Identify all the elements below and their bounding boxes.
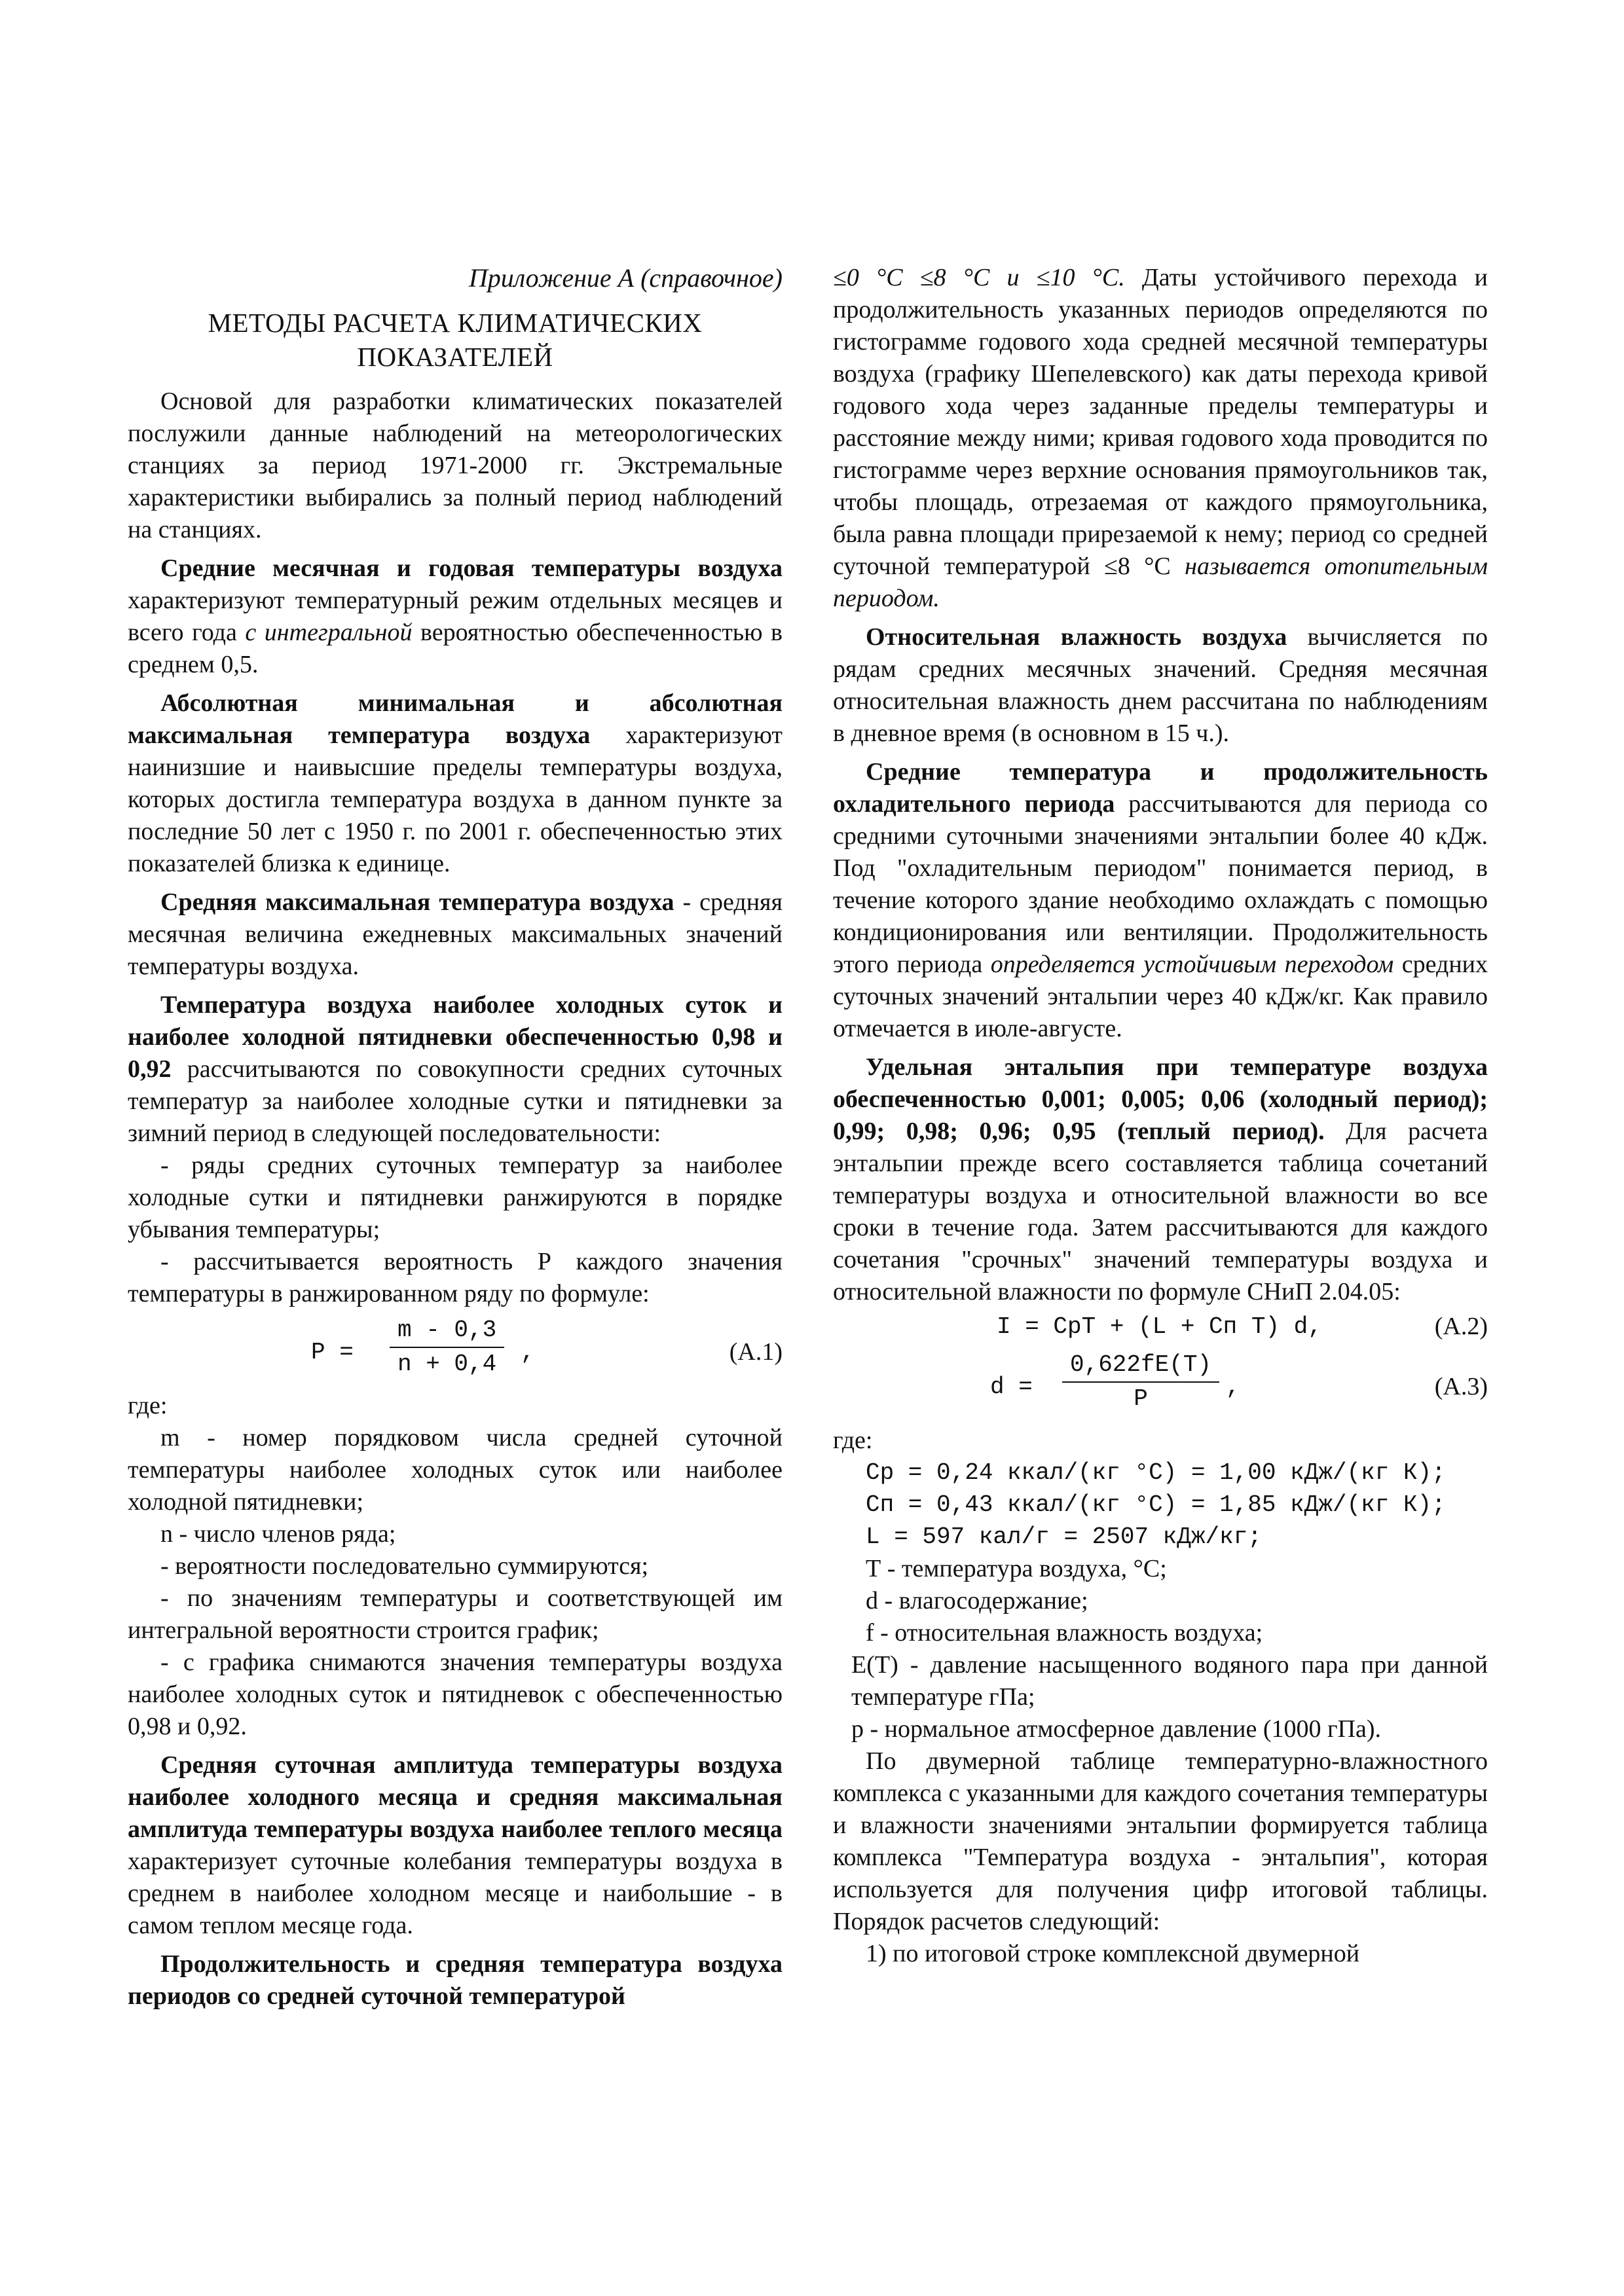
term-mean-max-temperature: Средняя максимальная температура воздуха <box>160 888 674 916</box>
formula-a2 <box>833 1308 1488 1345</box>
paragraph-humidity <box>833 621 1488 750</box>
formula-numerator: m - 0,3 <box>390 1314 504 1348</box>
paragraph-text: Для расчета энтальпии прежде всего составляется таблица сочетаний температуры воздуха и относительной влажности во все сроки в течение года. Затем рассчитываются для каждого сочетания "срочных" значений температуры воздуха и относительной влажности по формуле СНиП 2.04.05: <box>833 1118 1488 1305</box>
paragraph-italic: ≤0 °С ≤8 °С и ≤10 °С. <box>833 264 1125 291</box>
paragraph-coldest-days <box>128 989 783 1150</box>
formula-comma: , <box>1226 1374 1240 1400</box>
section-title-line2: ПОКАЗАТЕЛЕЙ <box>357 342 553 372</box>
formula-a1 <box>128 1314 783 1387</box>
list-item: - ряды средних суточных температур за наиболее холодные сутки и пятидневки ранжируются в порядке убывания температуры; <box>128 1152 783 1243</box>
formula-numerator: 0,622fE(T) <box>1062 1349 1219 1383</box>
list-item: - рассчитывается вероятность Р каждого значения температуры в ранжированном ряду по формуле: <box>128 1248 783 1307</box>
definition-item: E(T) - давление насыщенного водяного пара при данной температуре гПа; <box>851 1651 1488 1711</box>
term-cooling-period: Средние температура и продолжительность охладительного периода <box>833 758 1488 818</box>
definition-item: - вероятности последовательно суммируются; <box>160 1552 649 1580</box>
formula-expression: I = CpT + (L + Cп T) d, <box>997 1313 1322 1340</box>
constant-item: L = 597 кал/г = 2507 кДж/кг; <box>866 1523 1262 1550</box>
term-absolute-extremes: Абсолютная минимальная и абсолютная максимальная температура воздуха <box>128 689 783 749</box>
paragraph-periods <box>128 1948 783 2013</box>
paragraph-periods-continued <box>833 262 1488 615</box>
paragraph-intro: Основой для разработки климатических показателей послужили данные наблюдений на метеорологических станциях за период 1971-2000 гг. Экстремальные характеристики выбирались за полный период наблюдений на станциях. <box>128 388 783 543</box>
definition-item: m - номер порядковом числа средней суточной температуры наиболее холодных суток или наиболее холодной пятидневки; <box>128 1424 783 1516</box>
paragraph-mean-max-temperature <box>128 886 783 983</box>
where-label: где: <box>833 1427 873 1454</box>
paragraph-step-1: 1) по итоговой строке комплексной двумерной <box>866 1940 1360 1967</box>
paragraph-italic: с интегральной <box>245 619 413 646</box>
definition-item: d - влагосодержание; <box>866 1587 1088 1614</box>
definition-item: р - нормальное атмосферное давление (1000 гПа). <box>851 1715 1382 1743</box>
section-title-line1: МЕТОДЫ РАСЧЕТА КЛИМАТИЧЕСКИХ <box>208 308 703 338</box>
term-enthalpy: Удельная энтальпия при температуре воздуха обеспеченностью 0,001; 0,005; 0,06 (холодный период); 0,99; 0,98; 0,96; 0,95 (теплый период). <box>833 1053 1488 1145</box>
formula-number: (А.2) <box>1434 1313 1488 1340</box>
definition-item: f - относительная влажность воздуха; <box>866 1619 1263 1647</box>
paragraph-italic: определяется устойчивым переходом <box>990 951 1394 978</box>
definition-item: - с графика снимаются значения температуры воздуха наиболее холодных суток и пятидневок с обеспеченностью 0,98 и 0,92. <box>128 1649 783 1740</box>
formula-fraction <box>1062 1349 1219 1415</box>
constant-item: Cp = 0,24 ккал/(кг °С) = 1,00 кДж/(кг К); <box>866 1459 1446 1486</box>
paragraph-absolute-extremes <box>128 687 783 880</box>
formula-denominator: n + 0,4 <box>397 1351 497 1377</box>
paragraph-enthalpy <box>833 1051 1488 1308</box>
paragraph-text: характеризуют наинизшие и наивысшие пределы температуры воздуха, которых достигла температура воздуха в данном пункте за последние 50 лет с 1950 г. по 2001 г. обеспеченностью этих показателей близка к единице. <box>128 721 783 877</box>
where-label: где: <box>128 1392 168 1419</box>
term-coldest-days: Температура воздуха наиболее холодных суток и наиболее холодной пятидневки обеспеченностью 0,98 и 0,92 <box>128 991 783 1083</box>
paragraph-text: вычисляется по рядам средних месячных значений. Средняя месячная относительная влажность днем рассчитана по наблюдениям в дневное время (в основном в 15 ч.). <box>833 623 1488 747</box>
paragraph-text: рассчитываются по совокупности средних суточных температур за наиболее холодные сутки и пятидневки за зимний период в следующей последовательности: <box>128 1055 783 1147</box>
term-mean-temperature: Средние месячная и годовая температуры воздуха <box>160 555 783 582</box>
paragraph-text: Даты устойчивого перехода и продолжительность указанных периодов определяются по гистограмме годового хода средней месячной температуры воздуха (графику Шепелевского) как даты перехода кривой годового хода через заданные пределы температуры и расстояние между ними; кривая годового хода проводится по гистограмме через верхние основания прямоугольников так, чтобы площадь, отрезаемая от каждого прямоугольника, была равна площади прирезаемой к нему; период со средней суточной температурой ≤8 °С <box>833 264 1488 580</box>
formula-number: (А.3) <box>1434 1373 1488 1400</box>
formula-a3 <box>833 1349 1488 1422</box>
paragraph-cooling-period <box>833 756 1488 1045</box>
paragraph-amplitude <box>128 1749 783 1942</box>
formula-number: (А.1) <box>729 1338 783 1366</box>
paragraph-mean-temperature <box>128 553 783 681</box>
paragraph-text: средних суточных значений энтальпии через 40 кДж/кг. Как правило отмечается в июле-августе. <box>833 951 1488 1042</box>
paragraph-text: вероятностью обеспеченностью в среднем 0,5. <box>128 619 783 678</box>
paragraph-text: рассчитываются для периода со средними суточными значениями энтальпии более 40 кДж. Под "охладительным периодом" понимается период, в течение которого здание необходимо охлаждать с помощью кондиционирования или вентиляции. Продолжительность этого периода <box>833 790 1488 978</box>
formula-denominator: P <box>1134 1385 1148 1412</box>
paragraph-table-procedure: По двумерной таблице температурно-влажностного комплекса с указанными для каждого сочетания температуры и влажности значениями энтальпии формируется таблица комплекса "Температура воздуха - энтальпия", которая используется для получения цифр итоговой таблицы. Порядок расчетов следующий: <box>833 1747 1488 1935</box>
section-title <box>128 306 783 374</box>
definition-item: n - число членов ряда; <box>160 1520 396 1548</box>
term-humidity: Относительная влажность воздуха <box>866 623 1287 651</box>
paragraph-text: характеризуют температурный режим отдельных месяцев и всего года <box>128 587 783 646</box>
paragraph-italic: называется отопительным периодом. <box>833 553 1488 612</box>
definition-item: - по значениям температуры и соответствующей им интегральной вероятности строится график; <box>128 1584 783 1644</box>
formula-lhs: d = <box>990 1374 1033 1400</box>
formula-lhs: P = <box>311 1339 354 1366</box>
left-column <box>128 262 783 2013</box>
definition-item: Т - температура воздуха, °С; <box>866 1555 1167 1582</box>
paragraph-text: - средняя месячная величина ежедневных максимальных значений температуры воздуха. <box>128 888 783 980</box>
term-periods: Продолжительность и средняя температура воздуха периодов со средней суточной температурой <box>128 1950 783 2010</box>
paragraph-text: характеризует суточные колебания температуры воздуха в среднем в наиболее холодном месяце и наибольшие - в самом теплом месяце года. <box>128 1848 783 1939</box>
appendix-label: Приложение А (справочное) <box>468 263 783 293</box>
term-amplitude: Средняя суточная амплитуда температуры воздуха наиболее холодного месяца и средняя максимальная амплитуда температуры воздуха наиболее теплого месяца <box>128 1751 783 1843</box>
formula-comma: , <box>521 1339 535 1366</box>
formula-fraction <box>390 1314 504 1381</box>
right-column <box>833 262 1488 1970</box>
constant-item: Cп = 0,43 ккал/(кг °С) = 1,85 кДж/(кг К); <box>866 1491 1446 1518</box>
